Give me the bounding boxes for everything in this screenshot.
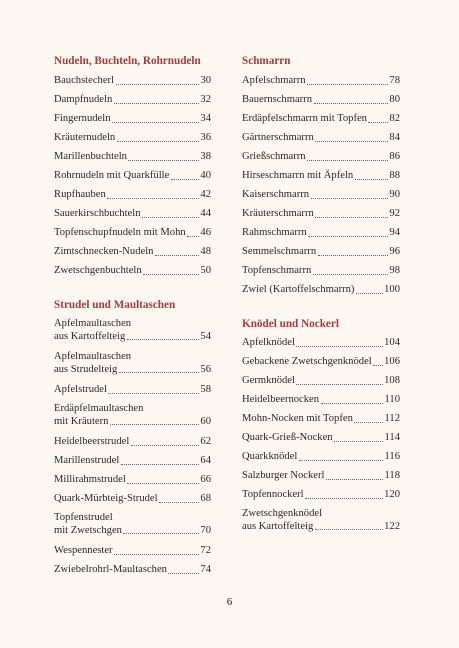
dot-leader — [299, 460, 383, 461]
entry-title-line1: Apfelmaultaschen — [54, 351, 132, 362]
entry-page-number: 84 — [389, 131, 400, 143]
entry-title: Kräuternudeln — [54, 131, 116, 143]
toc-entry — [54, 188, 211, 202]
toc-entry — [242, 131, 400, 145]
dot-leader — [311, 198, 388, 199]
toc-entry — [54, 112, 211, 126]
toc-entry — [242, 336, 400, 350]
entry-page-number: 108 — [384, 375, 400, 386]
entry-title: Grießschmarrn — [242, 150, 306, 162]
toc-entry — [242, 355, 400, 369]
toc-entry — [242, 169, 400, 183]
toc-entry — [54, 350, 211, 376]
toc-entry — [54, 131, 211, 145]
entry-page-number: 104 — [384, 337, 400, 348]
section-heading: Schmarrn — [242, 55, 291, 67]
entry-title: Mohn-Nocken mit Topfen — [242, 413, 353, 424]
entry-page-number: 42 — [200, 188, 211, 200]
dot-leader — [121, 464, 199, 465]
dot-leader — [171, 179, 199, 180]
entry-page-number: 36 — [200, 131, 211, 143]
toc-entry — [54, 454, 211, 468]
entry-title: Bauchstecherl — [54, 74, 115, 86]
entry-page-number: 30 — [200, 74, 211, 86]
entry-title: Fingernudeln — [54, 112, 111, 124]
entry-title: Zimtschnecken-Nudeln — [54, 245, 154, 257]
entry-title-line1: Topfenstrudel — [54, 512, 113, 523]
dot-leader — [112, 122, 199, 123]
entry-title: Quark-Grieß-Nocken — [242, 432, 333, 443]
entry-page-number: 40 — [200, 169, 211, 181]
dot-leader — [187, 236, 199, 237]
dot-leader — [321, 403, 383, 404]
section-heading: Nudeln, Buchteln, Rohrnudeln — [54, 55, 201, 67]
entry-page-number: 88 — [389, 169, 400, 181]
toc-entry — [54, 317, 211, 343]
dot-leader — [355, 179, 388, 180]
toc-entry — [54, 245, 211, 259]
dot-leader — [368, 122, 387, 123]
entry-page-number: 60 — [200, 416, 211, 427]
section-heading: Strudel und Maultaschen — [54, 298, 176, 311]
dot-leader — [116, 84, 199, 85]
entry-page-number: 98 — [389, 264, 400, 276]
entry-title: Rahmschmarrn — [242, 226, 307, 238]
toc-entry — [242, 488, 400, 502]
toc-section — [242, 54, 400, 297]
entry-page-number: 82 — [389, 112, 400, 124]
entry-title: Gärtnerschmarrn — [242, 131, 314, 143]
dot-leader — [313, 274, 388, 275]
dot-leader — [334, 441, 383, 442]
entry-title-line2-row — [242, 520, 400, 533]
dot-leader — [296, 384, 382, 385]
entry-title: Erdäpfelschmarrn mit Topfen — [242, 112, 367, 124]
dot-leader — [127, 339, 199, 340]
entry-page-number: 90 — [389, 188, 400, 200]
dot-leader — [123, 533, 198, 534]
toc-entry — [54, 435, 211, 449]
toc-entry — [242, 207, 400, 221]
toc-entry — [242, 469, 400, 483]
entry-title: Rupfhauben — [54, 188, 106, 200]
dot-leader — [155, 255, 199, 256]
toc-entry — [54, 207, 211, 221]
dot-leader — [159, 502, 199, 503]
toc-entry — [54, 473, 211, 487]
toc-entry — [242, 74, 400, 88]
entry-page-number: 64 — [200, 455, 211, 466]
dot-leader — [354, 422, 383, 423]
entry-page-number: 86 — [389, 150, 400, 162]
entry-title: Wespennester — [54, 545, 113, 556]
dot-leader — [143, 274, 199, 275]
toc-section — [54, 54, 211, 278]
toc-entry — [54, 150, 211, 164]
entry-title: Quark-Mürbteig-Strudel — [54, 493, 158, 504]
entry-page-number: 78 — [389, 74, 400, 86]
dot-leader — [315, 141, 388, 142]
entry-page-number: 56 — [200, 364, 211, 375]
entry-title: Hirseschmarrn mit Äpfeln — [242, 169, 354, 181]
entry-title: Apfelstrudel — [54, 384, 107, 395]
entry-title-line2: aus Strudelteig — [54, 364, 118, 375]
entry-page-number: 120 — [384, 489, 400, 500]
entry-title: Rohrnudeln mit Quarkfülle — [54, 169, 170, 181]
entry-page-number: 70 — [200, 525, 211, 536]
entry-page-number: 94 — [389, 226, 400, 238]
toc-column-left — [54, 54, 211, 597]
toc-entry — [54, 383, 211, 397]
entry-page-number: 118 — [384, 470, 400, 481]
toc-entry — [54, 93, 211, 107]
entry-title-line1: Apfelmaultaschen — [54, 318, 132, 329]
entry-title: Dampfnudeln — [54, 93, 113, 105]
entry-page-number: 44 — [200, 207, 211, 219]
toc-entry — [242, 393, 400, 407]
toc-entry — [242, 507, 400, 533]
entry-page-number: 46 — [200, 226, 211, 238]
dot-leader — [142, 217, 199, 218]
dot-leader — [356, 293, 383, 294]
entry-page-number: 72 — [200, 545, 211, 556]
toc-column-right — [242, 54, 400, 553]
entry-title: Zwiebelrohrl-Maultaschen — [54, 564, 167, 575]
dot-leader — [131, 445, 199, 446]
entry-page-number: 114 — [384, 432, 400, 443]
toc-section — [54, 298, 211, 578]
entry-title-line1: Erdäpfelmaultaschen — [54, 403, 144, 414]
dot-leader — [326, 479, 383, 480]
entry-title-line2-row — [54, 524, 211, 537]
entry-page-number: 96 — [389, 245, 400, 257]
page-number: 6 — [226, 596, 233, 608]
dot-leader — [114, 554, 199, 555]
dot-leader — [119, 372, 199, 373]
entry-title: Salzburger Nockerl — [242, 470, 325, 481]
entry-title: Germknödel — [242, 375, 295, 386]
entry-title: Zwiel (Kartoffelschmarrn) — [242, 283, 355, 295]
entry-page-number: 106 — [384, 356, 400, 367]
entry-title: Topfenschmarrn — [242, 264, 312, 276]
entry-title: Topfennockerl — [242, 489, 304, 500]
entry-page-number: 54 — [200, 331, 211, 342]
entry-title: Topfenschupfnudeln mit Mohn — [54, 226, 186, 238]
toc-entry — [242, 431, 400, 445]
toc-section — [242, 317, 400, 534]
entry-title: Gebackene Zwetschgenknödel — [242, 356, 372, 367]
entry-page-number: 66 — [200, 474, 211, 485]
dot-leader — [117, 141, 199, 142]
dot-leader — [108, 393, 198, 394]
entry-page-number: 100 — [384, 283, 400, 295]
entry-title-line2: aus Kartoffelteig — [242, 521, 314, 532]
dot-leader — [305, 498, 382, 499]
entry-title: Kaiserschmarrn — [242, 188, 310, 200]
entry-page-number: 32 — [200, 93, 211, 105]
toc-entry — [242, 245, 400, 259]
entry-page-number: 92 — [389, 207, 400, 219]
entry-page-number: 50 — [200, 264, 211, 276]
entry-title: Apfelschmarrn — [242, 74, 306, 86]
entry-page-number: 62 — [200, 436, 211, 447]
entry-title-line1: Zwetschgenknödel — [242, 508, 323, 519]
toc-entry — [242, 374, 400, 388]
entry-page-number: 80 — [389, 93, 400, 105]
toc-entry — [242, 112, 400, 126]
toc-entry — [54, 169, 211, 183]
entry-title-line2: mit Kräutern — [54, 416, 109, 427]
toc-entry — [54, 492, 211, 506]
entry-title: Millirahmstrudel — [54, 474, 126, 485]
dot-leader — [308, 236, 388, 237]
entry-title-line2: mit Zwetschgen — [54, 525, 122, 536]
dot-leader — [128, 160, 198, 161]
entry-title: Quarkknödel — [242, 451, 298, 462]
entry-page-number: 112 — [384, 413, 400, 424]
entry-page-number: 74 — [200, 564, 211, 575]
toc-entry — [242, 150, 400, 164]
toc-entry — [242, 412, 400, 426]
toc-entry — [54, 264, 211, 278]
toc-entry — [242, 283, 400, 297]
toc-entry — [54, 402, 211, 428]
entry-page-number: 34 — [200, 112, 211, 124]
entry-page-number: 116 — [384, 451, 400, 462]
entry-title: Heidelbeernocken — [242, 394, 320, 405]
entry-title: Heidelbeerstrudel — [54, 436, 130, 447]
entry-title-line2-row — [54, 363, 211, 376]
dot-leader — [107, 198, 199, 199]
entry-title: Marillenstrudel — [54, 455, 120, 466]
toc-entry — [242, 450, 400, 464]
entry-title: Bauernschmarrn — [242, 93, 313, 105]
toc-entry — [54, 226, 211, 240]
toc-entry — [242, 264, 400, 278]
entry-title: Kräuterschmarrn — [242, 207, 314, 219]
toc-entry — [54, 511, 211, 537]
entry-page-number: 122 — [384, 521, 400, 532]
entry-title: Zwetschgenbuchteln — [54, 264, 142, 276]
toc-entry — [242, 93, 400, 107]
dot-leader — [168, 573, 198, 574]
entry-page-number: 58 — [200, 384, 211, 395]
dot-leader — [318, 255, 388, 256]
entry-title: Sauerkirschbuchteln — [54, 207, 141, 219]
dot-leader — [110, 424, 199, 425]
entry-title: Marillenbuchteln — [54, 150, 127, 162]
toc-entry — [54, 74, 211, 88]
entry-title-line2-row — [54, 330, 211, 343]
dot-leader — [296, 346, 382, 347]
dot-leader — [127, 483, 199, 484]
section-heading: Knödel und Nockerl — [242, 317, 339, 330]
dot-leader — [307, 160, 388, 161]
dot-leader — [114, 103, 199, 104]
entry-page-number: 48 — [200, 245, 211, 257]
entry-title: Semmelschmarrn — [242, 245, 317, 257]
dot-leader — [307, 84, 388, 85]
entry-title-line2: aus Kartoffelteig — [54, 331, 126, 342]
dot-leader — [373, 365, 382, 366]
toc-entry — [54, 563, 211, 577]
dot-leader — [315, 217, 388, 218]
toc-entry — [54, 544, 211, 558]
toc-entry — [242, 226, 400, 240]
entry-page-number: 38 — [200, 150, 211, 162]
entry-title: Apfelknödel — [242, 337, 295, 348]
entry-title-line2-row — [54, 415, 211, 428]
toc-entry — [242, 188, 400, 202]
entry-page-number: 68 — [200, 493, 211, 504]
dot-leader — [314, 103, 388, 104]
dot-leader — [315, 529, 383, 530]
entry-page-number: 110 — [384, 394, 400, 405]
